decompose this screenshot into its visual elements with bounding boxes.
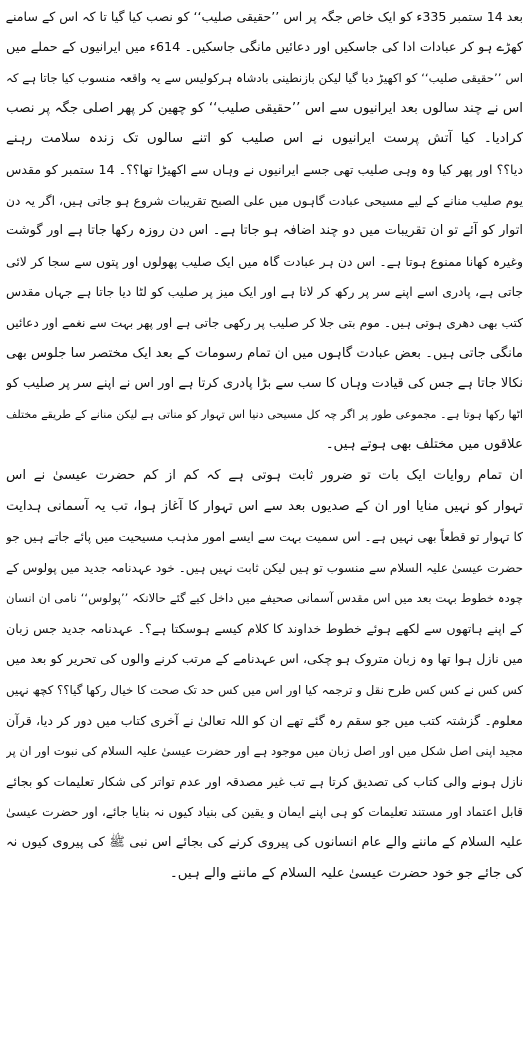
- text-line: کی جائے جو خود حضرت عیسیٰ علیہ السلام کے ماننے والے ہیں۔: [169, 865, 523, 881]
- text-line: نکالا جاتا ہے جس کی قیادت وہاں کا سب سے بڑا پادری کرتا ہے اور اس نے اپنے سر پر صلیب کو: [6, 376, 523, 392]
- text-line: کس کس نے کس کس طرح نقل و ترجمہ کیا اور اس میں کس حد تک صحت کا خیال رکھا گیا؟؟ کچھ نہیں: [6, 683, 523, 698]
- text-line: اٹھا رکھا ہوتا ہے۔ مجموعی طور پر اگر چہ کل مسیحی دنیا اس تہوار کو مناتی ہے لیکن منانے کے طریقے مختلف: [6, 407, 523, 421]
- text-line: اتوار کو آئے تو ان تقریبات میں دو چند اضافہ ہو جاتا ہے۔ اس دن روزہ رکھا جاتا ہے اور گوشت: [6, 223, 523, 239]
- text-line: مانگی جاتی ہیں۔ بعض عبادت گاہوں میں ان تمام رسومات کے بعد ایک مختصر سا جلوس بھی: [6, 345, 523, 361]
- text-line: نازل ہونے والی کتاب کی تصدیق کرتا ہے تب غیر مصدقہ اور عدم تواتر کی شکار تعلیمات کو بجائے: [6, 773, 523, 789]
- text-line: کرادیا۔ کیا آتش پرست ایرانیوں نے اس صلیب کو اتنے سالوں تک زندہ سلامت رہنے: [6, 131, 523, 147]
- text-line: کے اپنے ہاتھوں سے لکھے ہوئے خطوط خداوند کا کلام کیسے ہوسکتا ہے؟۔ عہدنامہ جدید جس زبان: [6, 620, 523, 636]
- text-line: چودہ خطوط بہت بعد میں اس مقدس آسمانی صحیفے میں داخل کیے گئے حالانکہ ’’پولوس‘‘ نامی ان انسان: [6, 591, 523, 606]
- text-line: ان تمام روایات ایک بات تو ضرور ثابت ہوتی ہے کہ کم از کم حضرت عیسیٰ نے اس: [6, 467, 523, 483]
- text-line: وغیرہ کھانا ممنوع ہوتا ہے۔ اس دن ہر عبادت گاہ میں ایک صلیب پھولوں اور پتوں سے سجا کر لائی: [6, 253, 523, 269]
- text-line: کھڑے ہو کر عبادات ادا کی جاسکیں اور دعائیں مانگی جاسکیں۔ 614ء میں ایرانیوں کے حملے میں: [6, 39, 523, 55]
- text-line: اس نے چند سالوں بعد ایرانیوں سے اس ’’حقیقی صلیب‘‘ کو چھین کر پھر اصلی جگہ پر نصب: [6, 100, 523, 116]
- text-line: حضرت عیسیٰ علیہ السلام سے منسوب تو ہیں لیکن ثابت نہیں ہیں۔ خود عہدنامہ جدید میں پولوس کے: [6, 560, 523, 575]
- text-line: معلوم۔ گزشتہ کتب میں جو سقم رہ گئے تھے ان کو اللہ تعالیٰ نے آخری کتاب میں دور کر دیا، قرآن: [6, 712, 523, 728]
- text-line: مجید اپنی اصل شکل میں اور اصل زبان میں موجود ہے اور حضرت عیسیٰ علیہ السلام کی نبوت اور ان پر: [6, 744, 523, 759]
- paragraph-2: [6, 461, 523, 889]
- text-line: علیہ السلام کے ماننے والے عام انسانوں کی پیروی کرنے کی بجائے اس نبی ﷺ کی پیروی کیوں نہ: [6, 835, 523, 851]
- text-line: کا تہوار تو قطعاً بھی نہیں ہے۔ اس سمیت بہت سے ایسے امور مذہب مسیحیت میں پائے جاتے ہیں جو: [6, 530, 523, 545]
- text-line: قابل اعتماد اور مستند تعلیمات کو ہی اپنے ایمان و یقین کی بنیاد کیوں نہ بنایا جائے، اور حضرت عیسیٰ: [6, 805, 523, 820]
- text-line: اس ’’حقیقی صلیب‘‘ کو اکھیڑ دیا گیا لیکن بازنطینی بادشاہ ہرکولیس سے یہ واقعہ منسوب کیا جاتا ہے کہ: [6, 71, 523, 86]
- text-line: کتب بھی دھری ہوتی ہیں۔ موم بتی جلا کر صلیب پر رکھی جاتی ہے اور پھر بہت سے نغمے اور دعائیں: [6, 315, 523, 330]
- text-line: میں نازل ہوا تھا وہ زبان متروک ہو چکی، اس عہدنامے کے مرتب کرنے والوں کی تحریر کو بعد میں: [6, 651, 523, 667]
- text-line: جاتی ہے، پادری اسے اپنے سر پر رکھ کر لاتا ہے اور ایک میز پر صلیب کو لٹا دیا جاتا ہے جہاں مقدس: [6, 284, 523, 300]
- text-line: علاقوں میں مختلف بھی ہوتے ہیں۔: [325, 437, 523, 453]
- text-line: تہوار کو نہیں منایا اور ان کے صدیوں بعد سے اس تہوار کا آغاز ہوا، تب یہ آسمانی ہدایت: [6, 498, 523, 514]
- text-line: دیا؟؟ اور پھر کیا وہ وہی صلیب تھی جسے ایرانیوں نے وہاں سے اکھیڑا تھا؟؟۔ 14 ستمبر کو مقدس: [6, 161, 523, 177]
- paragraph-1: [6, 2, 523, 461]
- text-line: بعد 14 ستمبر 335ء کو ایک خاص جگہ پر اس ’’حقیقی صلیب‘‘ کو نصب کیا گیا تا کہ اس کے سامنے: [6, 9, 523, 24]
- text-line: یوم صلیب منانے کے لیے مسیحی عبادت گاہوں میں علی الصبح تقریبات شروع ہو جاتی ہیں، اگر یہ دن: [6, 193, 523, 208]
